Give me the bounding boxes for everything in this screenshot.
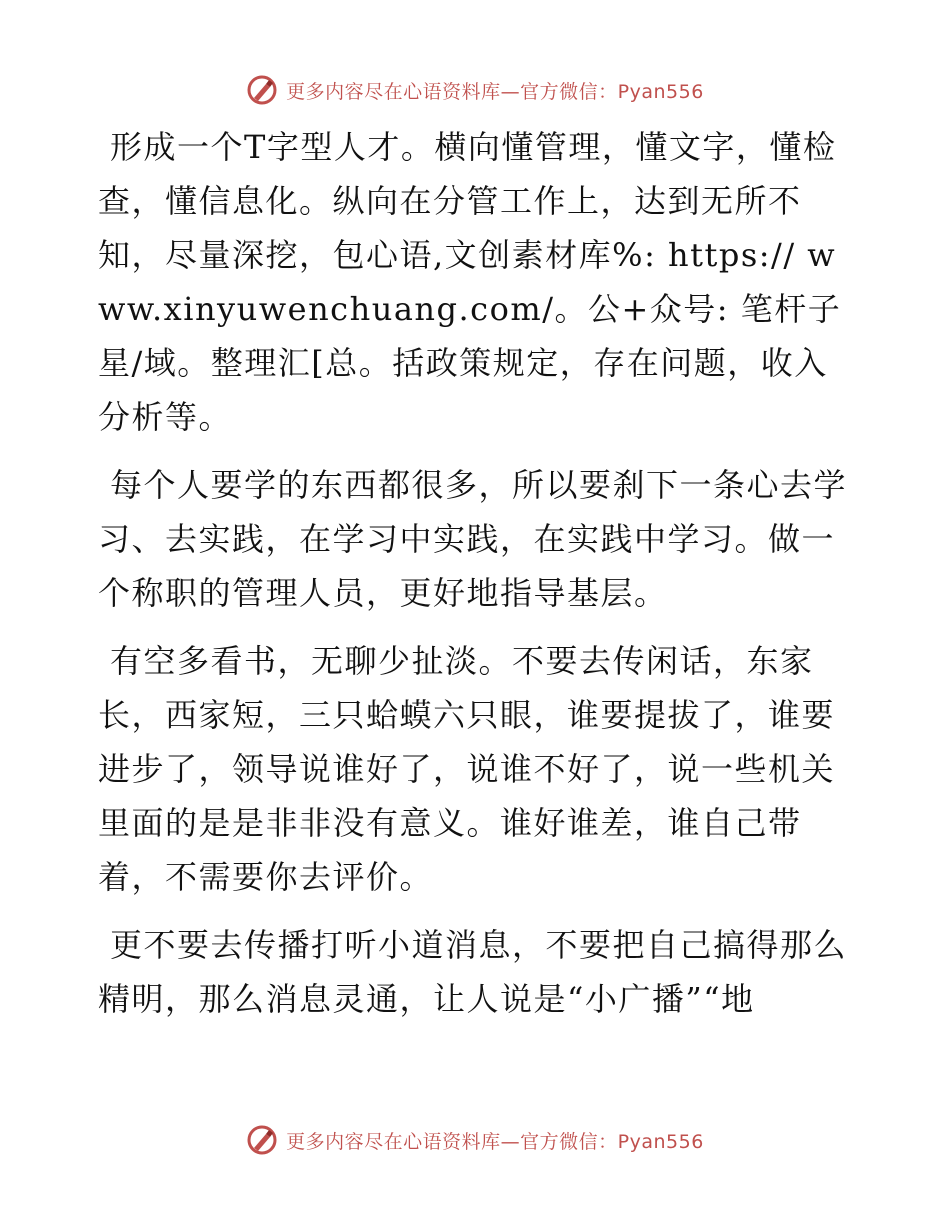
header-banner [0,70,950,110]
paragraph-3: 有空多看书，无聊少扯淡。不要去传闲话，东家长，西家短，三只蛤蟆六只眼，谁要提拔了，谁要进步了，领导说谁好了，说谁不好了，说一些机关里面的是是非非没有意义。谁好谁差，谁自己带着，不需要你去评价。 [98,642,836,896]
paragraph-4: 更不要去传播打听小道消息，不要把自己搞得那么精明，那么消息灵通，让人说是“小广播”“地 [98,926,848,1018]
document-body [98,120,853,1040]
paragraph-2: 每个人要学的东西都很多，所以要刹下一条心去学习、去实践，在学习中实践，在实践中学习。做一个称职的管理人员，更好地指导基层。 [98,466,848,612]
footer-banner [0,1120,950,1160]
footer-banner-text: 更多内容尽在心语资料库—官方微信：Pyan556 [286,1130,704,1153]
pen-circle-icon [246,1124,278,1156]
pen-circle-icon [246,74,278,106]
paragraph-1: 形成一个T字型人才。横向懂管理，懂文字，懂检查，懂信息化。纵向在分管工作上，达到无所不知，尽量深挖，包心语,文创素材库%: https:// www.xinyuwenchuang.com/。公+众号: 笔杆子星/域。整理汇[总。括政策规定，存在问题，收入分析等。 [98,128,842,436]
header-banner-text: 更多内容尽在心语资料库—官方微信：Pyan556 [286,80,704,103]
